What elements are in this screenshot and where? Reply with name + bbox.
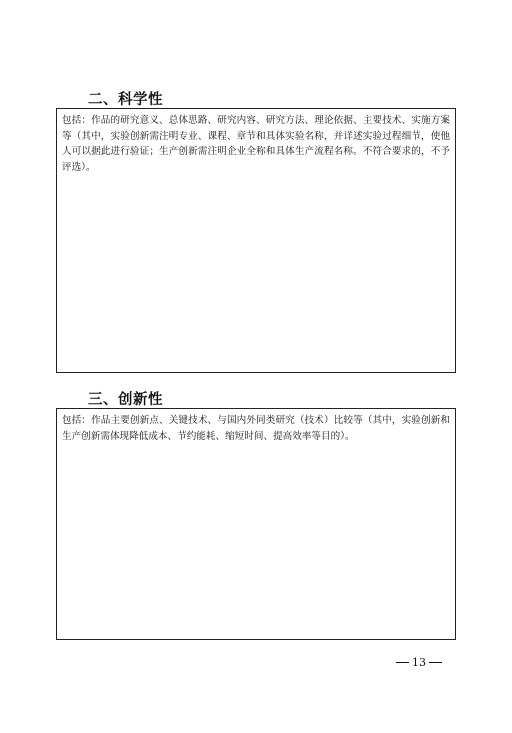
innovation-box bbox=[56, 408, 456, 640]
page-number-text: 13 bbox=[412, 656, 426, 669]
page-number bbox=[396, 656, 442, 669]
science-box bbox=[56, 108, 456, 373]
dash-right bbox=[429, 662, 442, 664]
section-title-innovation: 三、创新性 bbox=[88, 392, 163, 408]
innovation-instructions: 包括：作品主要创新点、关键技术、与国内外同类研究（技术）比较等（其中，实验创新和生产创新需体现降低成本、节约能耗、缩短时间、提高效率等目的）。 bbox=[62, 415, 450, 442]
dash-left bbox=[396, 662, 409, 664]
section-title-science: 二、科学性 bbox=[88, 92, 163, 108]
science-instructions: 包括：作品的研究意义、总体思路、研究内容、研究方法、理论依据、主要技术、实施方案等（其中，实验创新需注明专业、课程、章节和具体实验名称，并详述实验过程细节，使他人可以据此进行验证；生产创新需注明企业全称和具体生产流程名称。不符合要求的，不予评选）。 bbox=[62, 115, 450, 173]
